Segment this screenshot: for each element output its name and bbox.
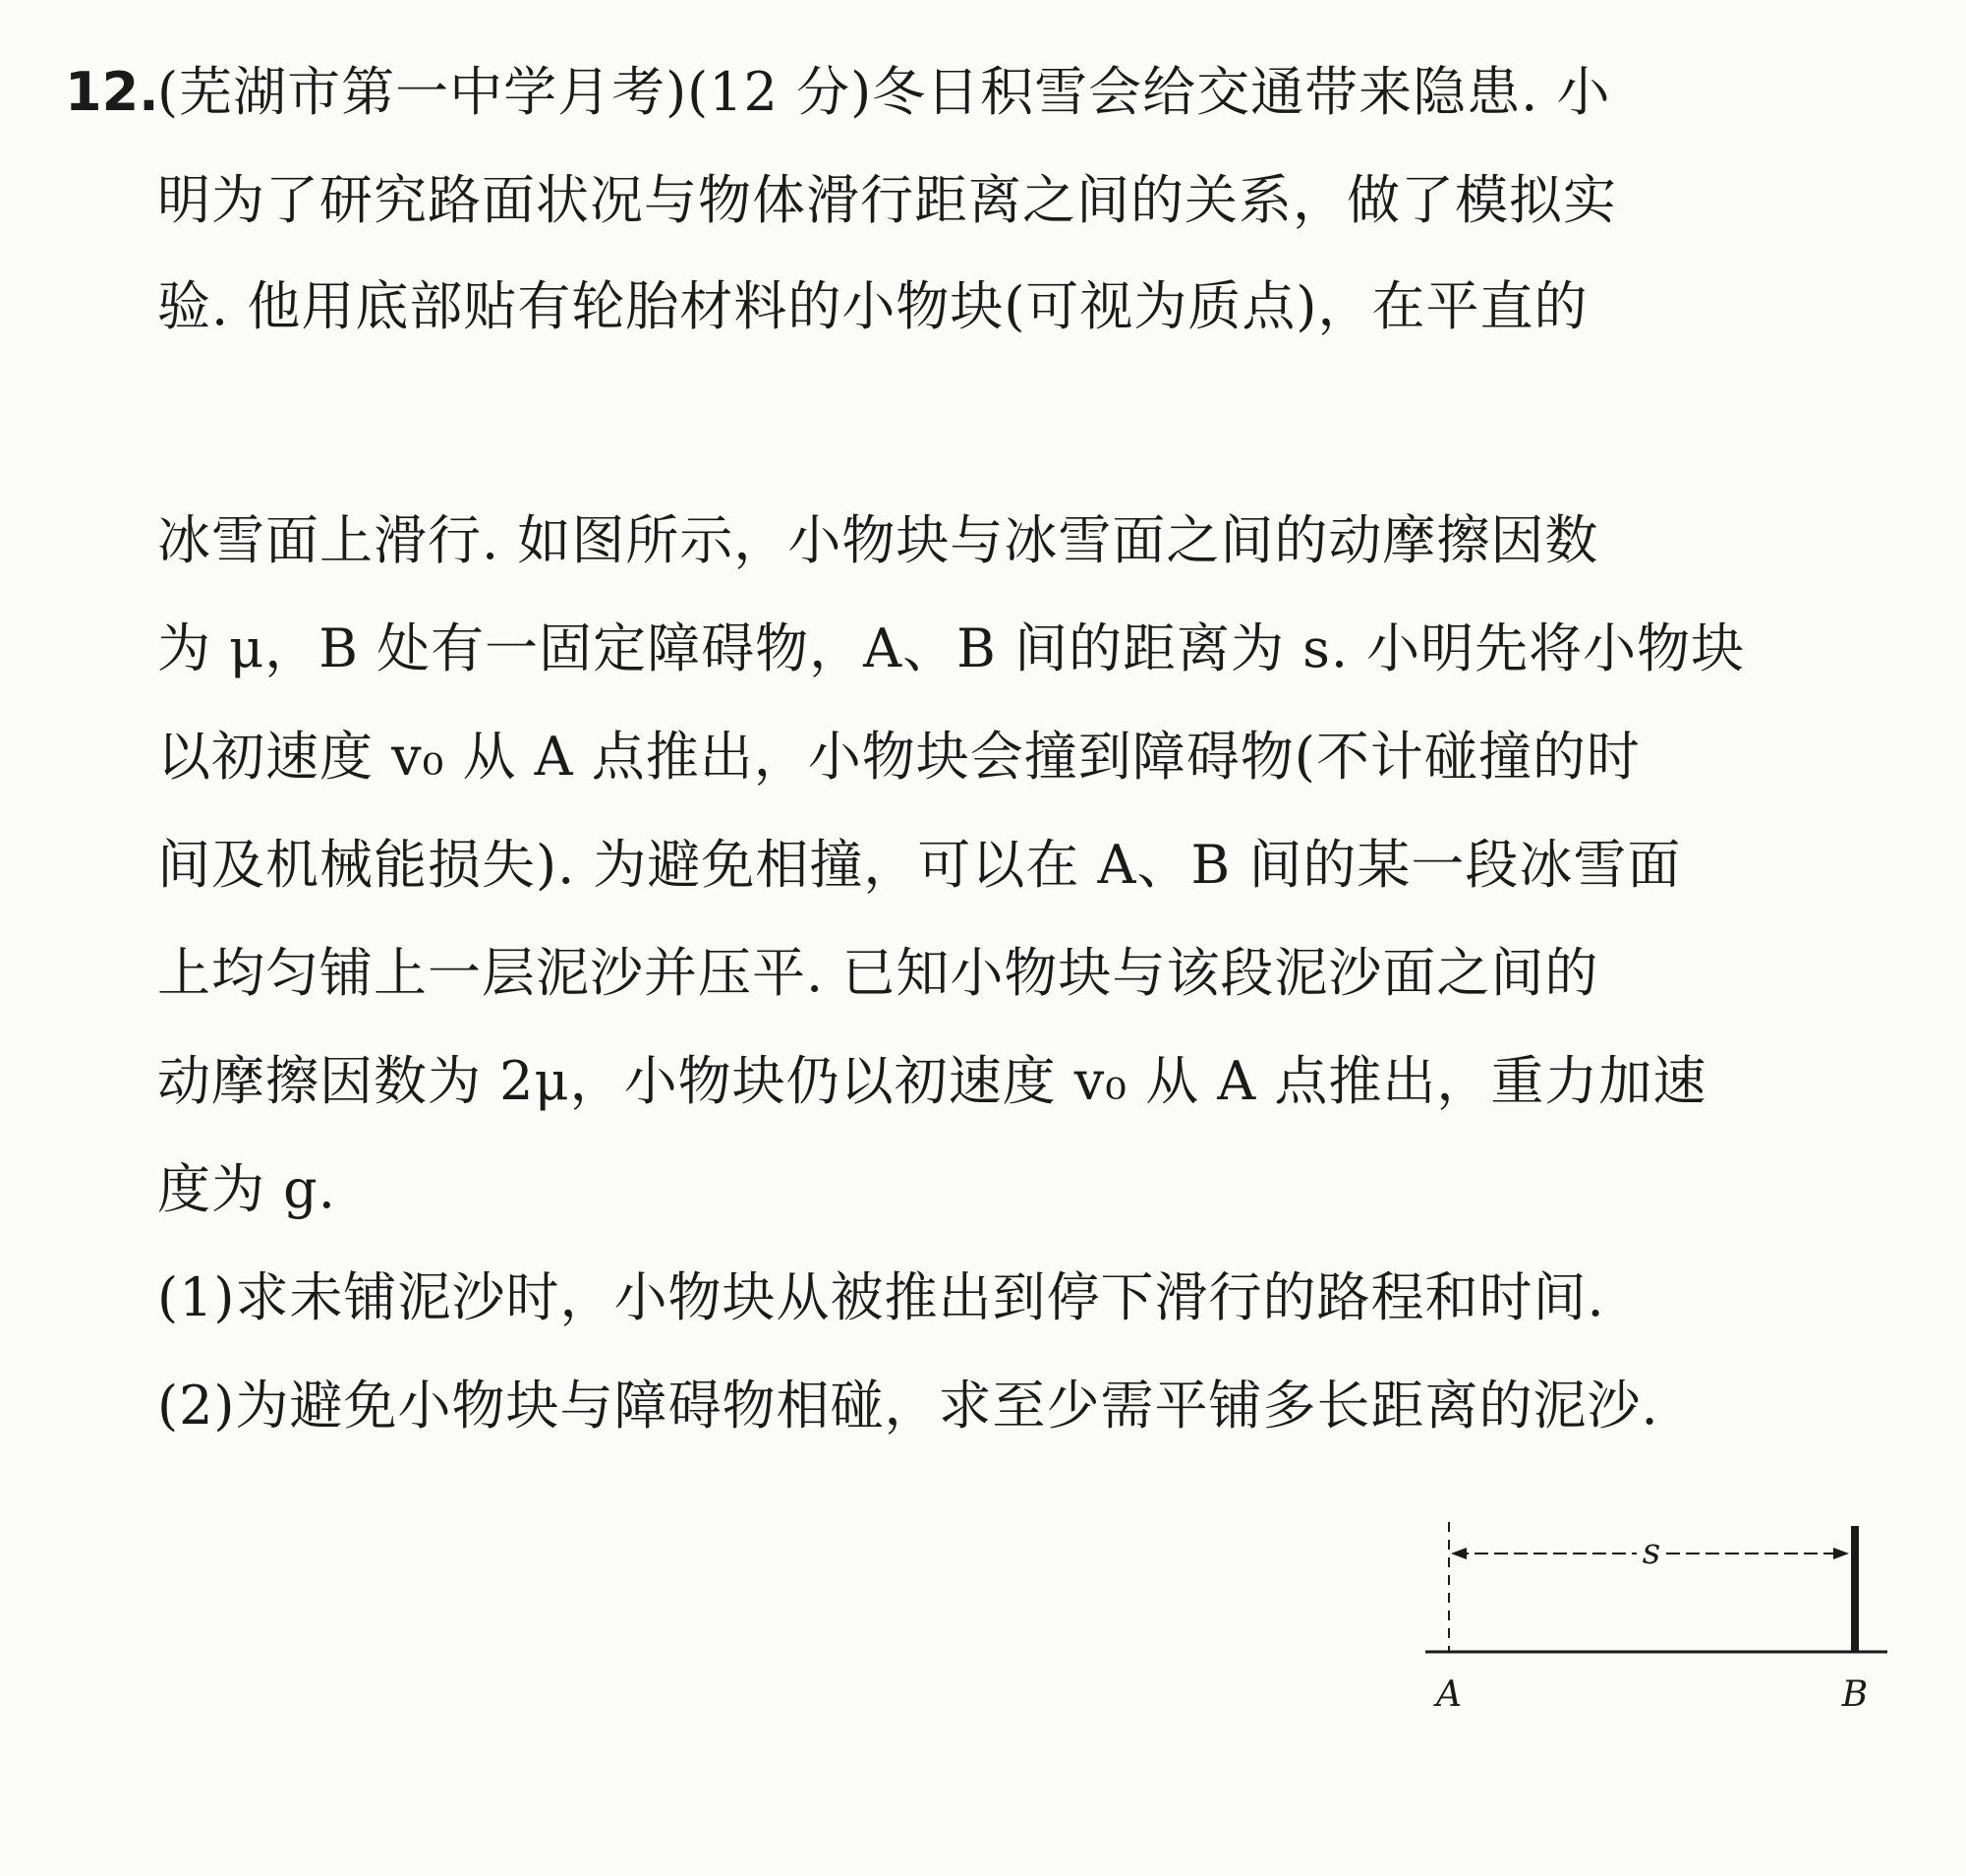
question-line-4: 冰雪面上滑行. 如图所示，小物块与冰雪面之间的动摩擦因数 (157, 509, 1599, 571)
obstacle-b (1851, 1526, 1859, 1652)
question-line-9: 动摩擦因数为 2μ，小物块仍以初速度 v₀ 从 A 点推出，重力加速 (157, 1050, 1707, 1112)
question-line-2: 明为了研究路面状况与物体滑行距离之间的关系，做了模拟实 (157, 169, 1617, 231)
question-line-7: 间及机械能损失). 为避免相撞，可以在 A、B 间的某一段冰雪面 (157, 834, 1682, 896)
question-line-10: 度为 g. (157, 1158, 336, 1220)
question-number: 12. (65, 61, 159, 123)
question-line-6: 以初速度 v₀ 从 A 点推出，小物块会撞到障碍物(不计碰撞的时 (157, 726, 1641, 788)
point-b-label: B (1841, 1674, 1869, 1715)
question-line-3: 验. 他用底部贴有轮胎材料的小物块(可视为质点)，在平直的 (157, 275, 1589, 337)
question-line-1: (芜湖市第一中学月考)(12 分)冬日积雪会给交通带来隐患. 小 (157, 61, 1611, 123)
distance-label: s (1642, 1532, 1661, 1572)
question-line-8: 上均匀铺上一层泥沙并压平. 已知小物块与该段泥沙面之间的 (157, 942, 1599, 1004)
sub-question-1: (1)求未铺泥沙时，小物块从被推出到停下滑行的路程和时间. (157, 1266, 1605, 1328)
question-line-5: 为 μ，B 处有一固定障碍物，A、B 间的距离为 s. 小明先将小物块 (157, 617, 1746, 679)
diagram-a-b-obstacle (1416, 1504, 1907, 1730)
diagram-svg (1416, 1504, 1907, 1730)
sub-question-2: (2)为避免小物块与障碍物相碰，求至少需平铺多长距离的泥沙. (157, 1375, 1659, 1436)
point-a-label: A (1436, 1674, 1462, 1715)
arrow-right-icon (1833, 1548, 1849, 1559)
arrow-left-icon (1451, 1548, 1467, 1559)
